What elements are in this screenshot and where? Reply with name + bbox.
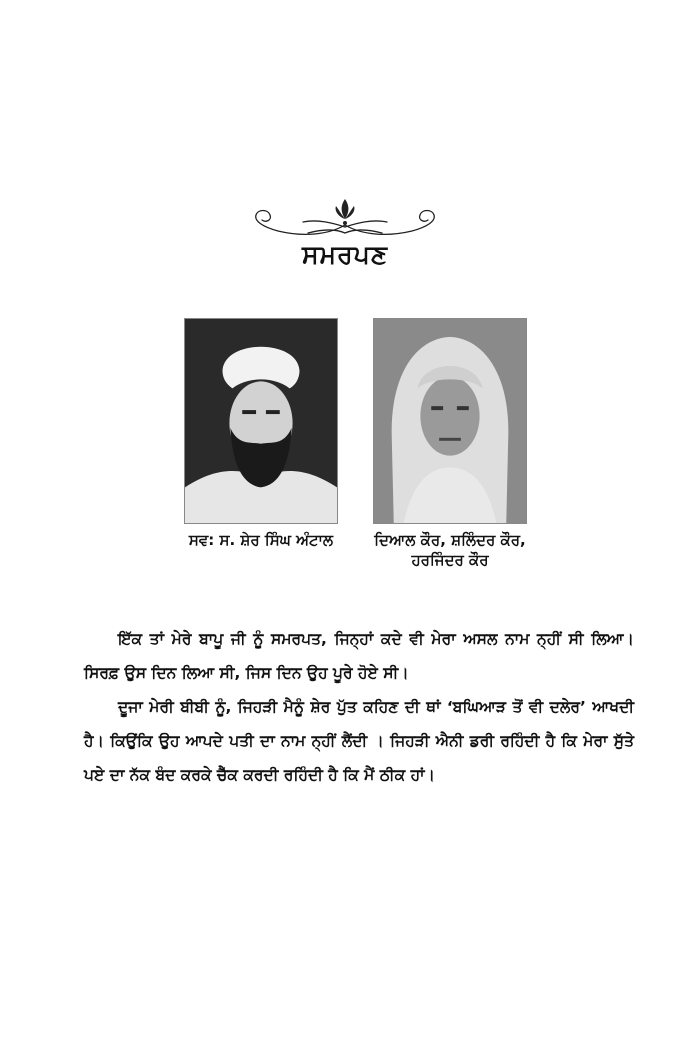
man-portrait-photo xyxy=(184,318,338,524)
man-portrait-caption: ਸਵ: ਸ. ਸ਼ੇਰ ਸਿੰਘ ਅੰਟਾਲ xyxy=(188,531,334,549)
dedication-paragraph-2: ਦੂਜਾ ਮੇਰੀ ਬੀਬੀ ਨੂੰ, ਜਿਹੜੀ ਮੈਨੂੰ ਸ਼ੇਰ ਪੁੱਤ ਕਹਿਣ ਦੀ ਥਾਂ ‘ਬਘਿਆੜ ਤੋਂ ਵੀ ਦਲੇਰ’ ਆਖਦੀ ਹੈ। ਕਿਉਂਕਿ ਉਹ ਆਪਦੇ ਪਤੀ ਦਾ ਨਾਮ ਨ੍ਹੀਂ ਲੈਂਦੀ । ਜਿਹੜੀ ਐਨੀ ਡਰੀ ਰਹਿੰਦੀ ਹੈ ਕਿ ਮੇਰਾ ਸੁੱਤੇ ਪਏ ਦਾ ਨੱਕ ਬੰਦ ਕਰਕੇ ਚੈੱਕ ਕਰਦੀ ਰਹਿੰਦੀ ਹੈ ਕਿ ਮੈਂ ਠੀਕ ਹਾਂ। xyxy=(84,698,634,784)
woman-portrait-caption xyxy=(356,530,544,570)
woman-portrait-caption-line1: ਦਿਆਲ ਕੌਰ, ਸ਼ਲਿੰਦਰ ਕੌਰ, xyxy=(374,531,526,549)
woman-portrait-caption-line2: ਹਰਜਿੰਦਰ ਕੌਰ xyxy=(411,551,489,569)
ornament-flourish-icon xyxy=(248,195,442,241)
woman-portrait-photo xyxy=(373,318,527,524)
dedication-text xyxy=(84,622,634,792)
page-title: ਸਮਰਪਣ xyxy=(301,240,388,269)
dedication-paragraph-1: ਇੱਕ ਤਾਂ ਮੇਰੇ ਬਾਪੂ ਜੀ ਨੂੰ ਸਮਰਪਤ, ਜਿਨ੍ਹਾਂ ਕਦੇ ਵੀ ਮੇਰਾ ਅਸਲ ਨਾਮ ਨ੍ਹੀਂ ਸੀ ਲਿਆ। ਸਿਰਫ਼ ਉਸ ਦਿਨ ਲਿਆ ਸੀ, ਜਿਸ ਦਿਨ ਉਹ ਪੂਰੇ ਹੋਏ ਸੀ। xyxy=(84,630,634,682)
